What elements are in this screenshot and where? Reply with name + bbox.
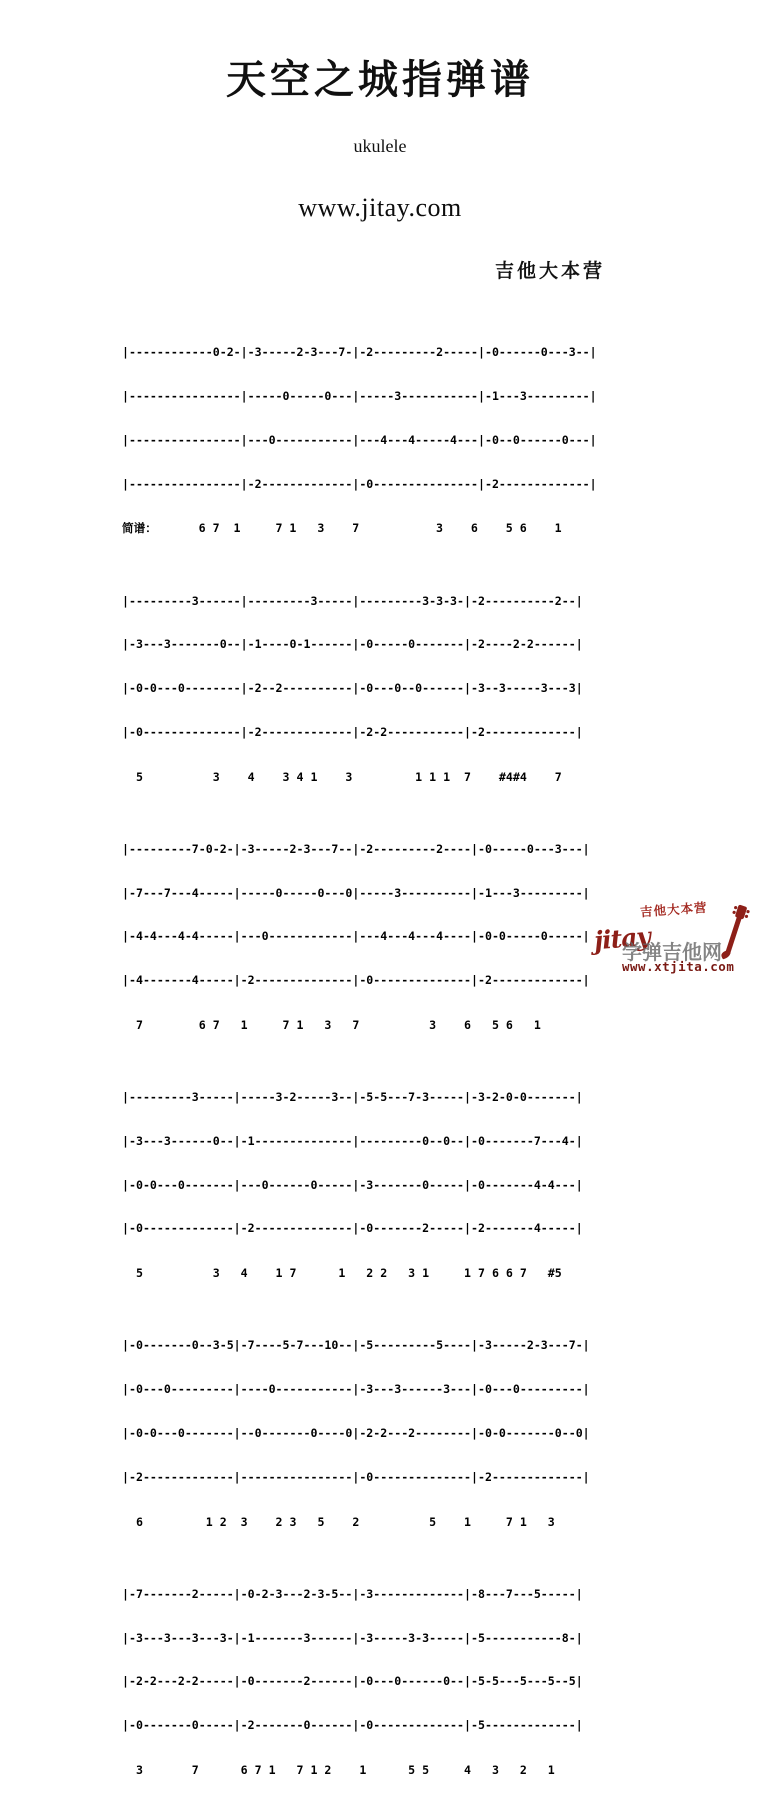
tab-string-3: |-4-4---4-4-----|---0------------|---4---4---4----|-0-0-----0-----| (122, 929, 590, 944)
tab-string-2: |-0---0---------|----0-----------|-3---3------3---|-0---0---------| (122, 1382, 590, 1397)
tab-string-4: |----------------|-2-------------|-0---------------|-2-------------| (122, 476, 597, 491)
tab-staff (122, 813, 638, 1017)
instrument-subtitle: ukulele (353, 136, 407, 156)
logo-brand-cn: 吉他大本营 (639, 899, 708, 920)
tab-string-4: |-4-------4-----|-2--------------|-0--------------|-2-------------| (122, 973, 590, 988)
brand-name: 吉他大本营 (494, 260, 605, 282)
system-spacer (122, 800, 638, 813)
tab-string-3: |-0-0---0--------|-2--2----------|-0---0--0------|-3--3-----3---3| (122, 681, 583, 696)
tab-string-3: |-0-0---0-------|---0------0-----|-3-------0-----|-0-------4-4---| (122, 1177, 583, 1192)
watermark-logo (592, 896, 758, 980)
tab-system (122, 813, 638, 1034)
system-spacer (122, 1545, 638, 1558)
tab-string-1: |---------3-----|-----3-2-----3--|-5-5---7-3-----|-3-2-0-0-------| (122, 1090, 583, 1105)
logo-script-text: jitay (592, 921, 651, 956)
tab-string-1: |------------0-2-|-3-----2-3---7-|-2---------2-----|-0------0---3--| (122, 345, 597, 360)
tab-string-4: |-0-------0-----|-2-------0------|-0-------------|-5-------------| (122, 1718, 583, 1733)
tab-string-2: |-3---3---3---3-|-1-------3------|-3-----3-3-----|-5-----------8-| (122, 1630, 583, 1645)
tab-string-3: |-2-2---2-2-----|-0-------2------|-0---0------0--|-5-5---5---5--5| (122, 1674, 583, 1689)
jianpu-row: 5 3 4 1 7 1 2 2 3 1 1 7 6 6 7 #5 (122, 1266, 562, 1281)
system-spacer (122, 551, 638, 564)
tab-system (122, 1558, 638, 1779)
tab-staff (122, 1309, 638, 1513)
logo-url-text: www.xtjita.com (622, 959, 735, 974)
jianpu-row: 5 3 4 3 4 1 3 1 1 1 7 #4#4 7 (122, 769, 562, 784)
tab-system (122, 1309, 638, 1530)
system-spacer (122, 1048, 638, 1061)
tab-system (122, 564, 638, 785)
tab-string-3: |-0-0---0-------|--0-------0----0|-2-2---2--------|-0-0-------0--0| (122, 1426, 590, 1440)
tab-string-1: |---------3------|---------3-----|---------3-3-3-|-2----------2--| (122, 593, 583, 608)
website-url: www.jitay.com (298, 193, 462, 222)
jianpu-row: 7 6 7 1 7 1 3 7 3 6 5 6 1 (122, 1017, 541, 1032)
tab-string-1: |-0-------0--3-5|-7----5-7---10--|-5---------5----|-3-----2-3---7-| (122, 1338, 590, 1353)
logo-overlay-cn: 学弹吉他网 (622, 940, 722, 964)
tab-string-2: |-3---3------0--|-1--------------|---------0--0--|-0-------7---4-| (122, 1133, 583, 1148)
tab-system (122, 1061, 638, 1282)
page-title: 天空之城指弹谱 (226, 56, 534, 103)
system-spacer (122, 1296, 638, 1309)
jianpu-row: 3 7 6 7 1 7 1 2 1 5 5 4 3 2 1 (122, 1762, 555, 1777)
jianpu-row: 6 1 2 3 2 3 5 2 5 1 7 1 3 (122, 1514, 555, 1529)
tab-string-4: |-0--------------|-2-------------|-2-2-----------|-2-------------| (122, 724, 583, 739)
tab-string-1: |-7-------2-----|-0-2-3---2-3-5--|-3-------------|-8---7---5-----| (122, 1586, 583, 1601)
tab-staff (122, 1061, 638, 1265)
tab-staff (122, 316, 638, 520)
tab-staff (122, 1558, 638, 1762)
tab-string-4: |-2-------------|----------------|-0--------------|-2-------------| (122, 1469, 590, 1484)
tab-string-3: |----------------|---0-----------|---4---4-----4---|-0--0------0---| (122, 432, 597, 447)
tab-string-2: |----------------|-----0-----0---|-----3-----------|-1---3---------| (122, 388, 597, 403)
tab-staff (122, 564, 638, 768)
tab-systems (122, 316, 638, 1793)
tab-string-4: |-0-------------|-2--------------|-0-------2-----|-2-------4-----| (122, 1221, 583, 1236)
tab-string-2: |-7---7---4-----|-----0-----0---0|-----3----------|-1---3---------| (122, 885, 590, 900)
jianpu-row: 简谱： 6 7 1 7 1 3 7 3 6 5 6 1 (122, 521, 562, 536)
tab-string-1: |---------7-0-2-|-3-----2-3---7--|-2---------2----|-0-----0---3---| (122, 841, 590, 856)
tab-string-2: |-3---3-------0--|-1----0-1------|-0-----0-------|-2----2-2------| (122, 637, 583, 652)
tab-system (122, 316, 638, 537)
